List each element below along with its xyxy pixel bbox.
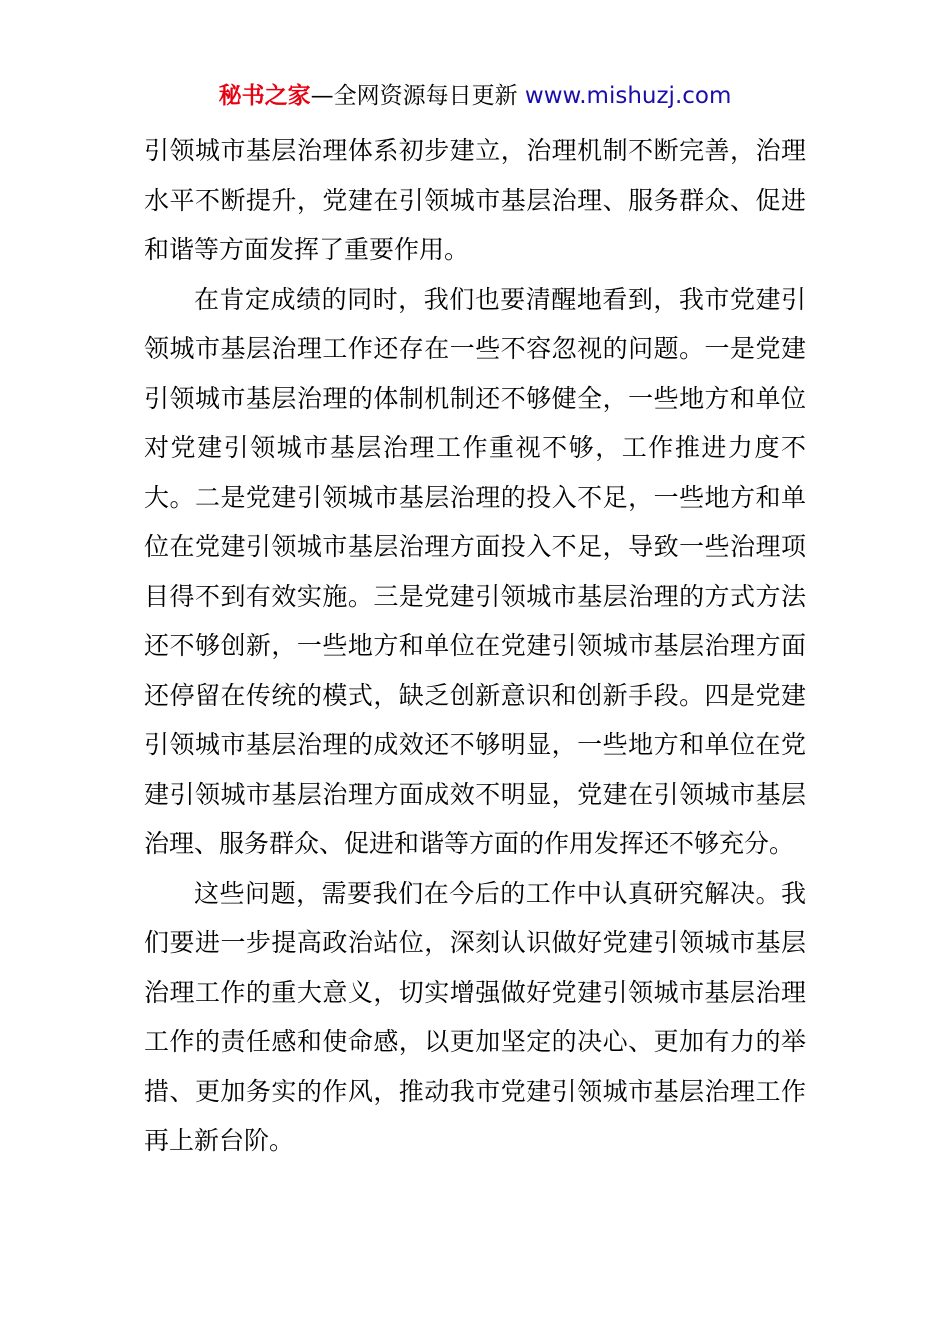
page-header bbox=[0, 78, 950, 114]
paragraph-solutions: 这些问题，需要我们在今后的工作中认真研究解决。我们要进一步提高政治站位，深刻认识做好党建引领城市基层治理工作的重大意义，切实增强做好党建引领城市基层治理工作的责任感和使命感，以更加坚定的决心、更加有力的举措、更加务实的作风，推动我市党建引领城市基层治理工作再上新台阶。 bbox=[144, 878, 806, 1155]
paragraph-continued: 引领城市基层治理体系初步建立，治理机制不断完善，治理水平不断提升，党建在引领城市基层治理、服务群众、促进和谐等方面发挥了重要作用。 bbox=[144, 136, 806, 264]
document-body bbox=[144, 126, 806, 1166]
header-tagline: —全网资源每日更新 bbox=[310, 83, 525, 109]
header-url: www.mishuzj.com bbox=[524, 83, 732, 109]
paragraph-problems: 在肯定成绩的同时，我们也要清醒地看到，我市党建引领城市基层治理工作还存在一些不容忽视的问题。一是党建引领城市基层治理的体制机制还不够健全，一些地方和单位对党建引领城市基层治理工作重视不够，工作推进力度不大。二是党建引领城市基层治理的投入不足，一些地方和单位在党建引领城市基层治理方面投入不足，导致一些治理项目得不到有效实施。三是党建引领城市基层治理的方式方法还不够创新，一些地方和单位在党建引领城市基层治理方面还停留在传统的模式，缺乏创新意识和创新手段。四是党建引领城市基层治理的成效还不够明显，一些地方和单位在党建引领城市基层治理方面成效不明显，党建在引领城市基层治理、服务群众、促进和谐等方面的作用发挥还不够充分。 bbox=[144, 284, 806, 858]
brand-name: 秘书之家 bbox=[218, 83, 311, 109]
